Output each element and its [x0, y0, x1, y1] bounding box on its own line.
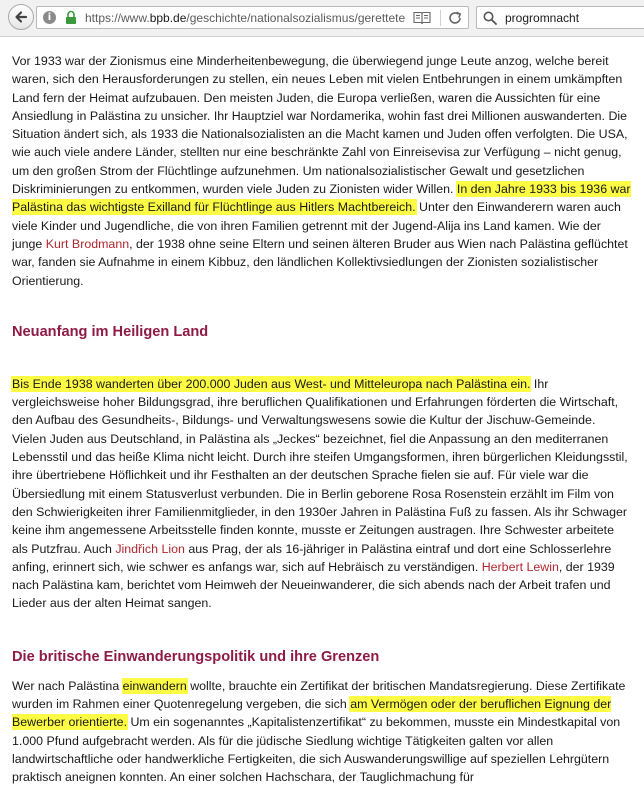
url-separator	[440, 10, 441, 26]
info-icon[interactable]: i	[43, 11, 56, 24]
link-jindrich-lion[interactable]: Jindřich Lion	[115, 541, 185, 556]
text-run: Ihr vergleichsweise hoher Bildungsgrad, ihre beruflichen Qualifikationen und Erfahrungen förderten die Wirtschaft, den Aufbau des Gesundheits-, Bildungs- und Verwaltungswesens sowie die Kultur der Jischuw-Gemeinde. Vielen Juden aus Deutschland, in Palästina als „Jeckes“ bezeichnet, fiel die Anpassung an den mediterranen Lebensstil und das heiße Klima nicht leicht. Durch ihre steifen Umgangsformen, ihren bürgerlichen Kleidungsstil, ihre übertriebene Höflichkeit und ihr Festhalten an der deutschen Sprache fielen sie auf. Für viele war die Übersiedlung mit einem Statusverlust verbunden. Die in Berlin geborene Rosa Rosenstein erzählt im Film von den Schwierigkeiten ihrer Familienmitglieder, in den 1930er Jahren in Palästina Fuß zu fassen. Als ihr Schwager keine ihm angemessene Arbeitsstelle finden konnte, musste er Zeitungen austragen. Ihre Schwester arbeitete als Putzfrau. Auch	[12, 376, 628, 556]
text-run: aus Prag, der als 16-jähriger in Palästina eintraf und dort eine Schlosserlehre anfing, erinnert sich, wie schwer es anfangs war, sich auf Hebräisch zu verständigen.	[12, 541, 612, 574]
text-run: , der 1939 nach Palästina kam, berichtet vom Heimweh der Neueinwanderer, die sich abends nach der Arbeit trafen und Lieder aus der alten Heimat sangen.	[12, 559, 615, 611]
section-heading-neuanfang: Neuanfang im Heiligen Land	[12, 323, 209, 340]
back-button[interactable]	[8, 4, 34, 30]
url-path: /geschichte/nationalsozialismus/gerettete	[186, 11, 406, 25]
text-run: , der 1938 ohne seine Eltern und seinen älteren Bruder aus Wien nach Palästina geflüchtet war, fanden sie Aufnahme in einem Kibbuz, den ländlichen Kollektivsiedlungen der Zionisten sozialistischer Orientierung.	[12, 236, 628, 288]
paragraph-einwanderungspolitik	[12, 677, 632, 787]
url-domain: bpb.de	[149, 11, 187, 25]
highlighted-text: am Vermögen oder der beruflichen Eignung der Bewerber orientierte.	[12, 697, 612, 730]
search-icon	[483, 11, 497, 25]
search-input[interactable]: progromnacht	[505, 11, 580, 25]
url-prefix: https://www.	[85, 11, 150, 25]
highlighted-text: In den Jahre 1933 bis 1936 war Palästina das wichtigste Exilland für Flüchtlinge aus Hitlers Machtbereich.	[12, 182, 631, 215]
paragraph-neuanfang	[12, 375, 632, 613]
search-bar[interactable]	[476, 6, 644, 29]
lock-icon[interactable]	[65, 10, 77, 25]
paragraph-intro	[12, 52, 632, 290]
url-text[interactable]	[85, 11, 405, 25]
text-run: wollte, brauchte ein Zertifikat der britischen Mandatsregierung. Diese Zertifikate wurden im Rahmen einer Quotenregelung vergeben, die sich	[12, 678, 626, 712]
reload-icon[interactable]	[447, 10, 463, 26]
back-arrow-icon	[14, 10, 28, 24]
link-herbert-lewin[interactable]: Herbert Lewin	[481, 559, 559, 574]
text-run: Wer nach Palästina	[12, 678, 123, 693]
browser-toolbar	[0, 0, 644, 37]
section-heading-einwanderungspolitik: Die britische Einwanderungspolitik und ihre Grenzen	[12, 648, 380, 665]
text-run: Um ein sogenanntes „Kapitalistenzertifikat“ zu bekommen, musste ein Mindestkapital von 1.000 Pfund aufgebracht werden. Als für die jüdische Siedlung wichtige Tätigkeiten galten vor allen landwirtschaftliche oder handwerkliche Fertigkeiten, die sich Auswanderungswillige auf speziellen Lehrgütern praktisch aneignen konnten. An einer solchen Hachscharа, der Tauglichmachung für	[12, 715, 621, 785]
highlighted-text: Bis Ende 1938 wanderten über 200.000 Juden aus West- und Mitteleuropa nach Palästina ein.	[12, 376, 531, 391]
text-run: Vor 1933 war der Zionismus eine Minderheitenbewegung, die überwiegend junge Leute anzog, welche bereit waren, sich den Herausforderungen zu stellen, ein neues Leben mit vielen Entbehrungen in einem umkämpften Land fern der Heimat aufzubauen. Den meisten Juden, die Europa verließen, waren die Aussichten für eine Ansiedlung in Palästina zu unsicher. Ihr Hauptziel war Nordamerika, wohin fast drei Millionen auswanderten. Die Situation ändert sich, als 1933 die Nationalsozialisten an die Macht kamen und Juden offen verfolgten. Die USA, wie auch viele andere Länder, stellten nur eine beschränkte Zahl von Einreisevisa zur Verfügung – nicht genug, um den großen Strom der Flüchtlinge aufzunehmen. Um nationalsozialistischer Gewalt und gesetzlichen Diskriminierungen zu entkommen, wurden viele Juden zu Zionisten wider Willen.	[12, 54, 628, 197]
highlighted-text: einwandern	[122, 678, 187, 693]
article-body	[12, 52, 632, 787]
url-bar[interactable]	[36, 6, 469, 29]
link-kurt-brodmann[interactable]: Kurt Brodmann	[45, 236, 130, 251]
text-run: Unter den Einwanderern waren auch viele Kinder und Jugendliche, die von ihren Familien getrennt mit der Jugend-Alija ins Land kamen. Wie der junge	[12, 200, 621, 251]
reader-view-icon[interactable]	[413, 10, 431, 26]
